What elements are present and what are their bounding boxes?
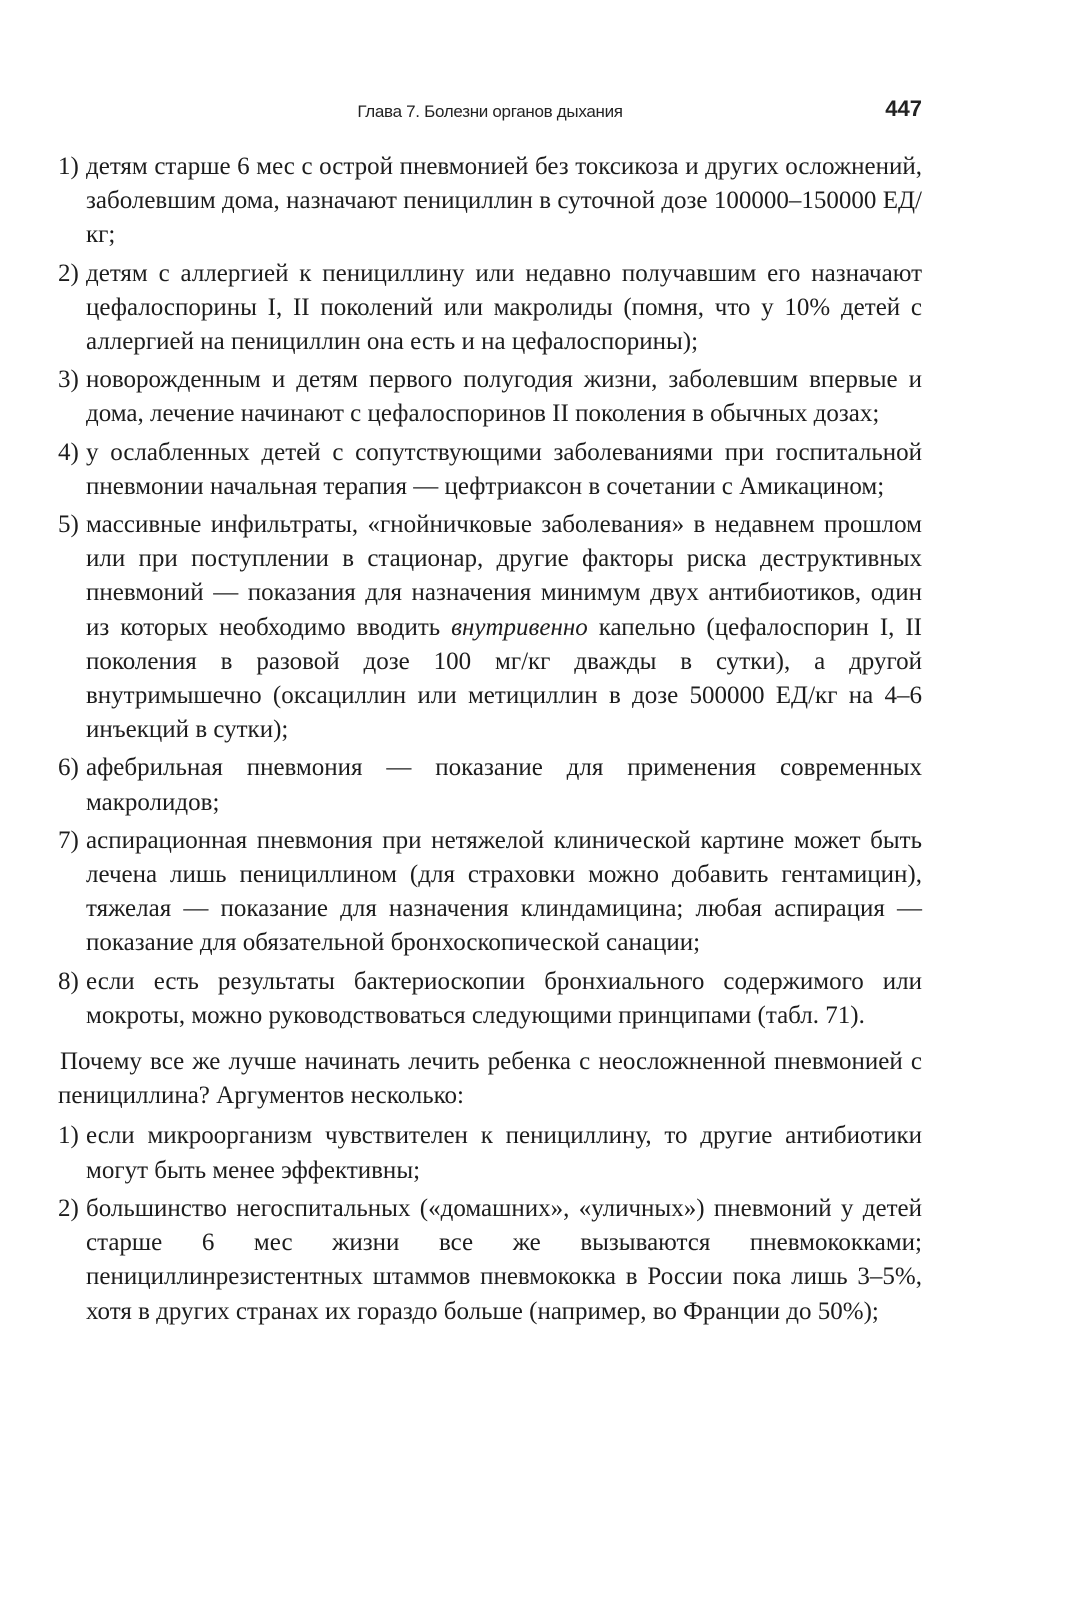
list-item-text: афебрильная пневмония — показание для применения современных макролидов; bbox=[86, 754, 922, 816]
chapter-title: Глава 7. Болезни органов дыхания bbox=[357, 102, 623, 121]
list-item-number: 2) bbox=[58, 1194, 79, 1222]
list-item-text: у ослабленных детей с сопутствующими заболеваниями при госпитальной пневмонии начальная терапия — цефтриаксон в сочетании с Амикацином; bbox=[86, 438, 922, 500]
list-item-text: детям старше 6 мес с острой пневмонией без токсикоза и других осложнений, заболевшим дома, назначают пенициллин в суточной дозе 100000–150000 ЕД/кг; bbox=[86, 153, 922, 249]
list-item bbox=[58, 363, 922, 431]
list-item-emphasis: внутривенно bbox=[451, 613, 588, 641]
list-item-number: 6) bbox=[58, 754, 79, 782]
list-item bbox=[58, 257, 922, 360]
list-item bbox=[58, 824, 922, 961]
list-item-number: 4) bbox=[58, 438, 79, 466]
list-item bbox=[58, 150, 922, 253]
list-item-number: 1) bbox=[58, 153, 79, 180]
arguments-list bbox=[58, 1119, 922, 1328]
list-item bbox=[58, 508, 922, 747]
list-item-number: 3) bbox=[58, 366, 79, 394]
list-item-text: если есть результаты бактериоскопии бронхиального содержимого или мокроты, можно руководствоваться следующими принципами (табл. 71). bbox=[86, 967, 922, 1029]
list-item-text: массивные инфильтраты, «гнойничковые заболевания» в недавнем прошлом или при поступлении в стационар, другие факторы риска деструктивных пневмоний — показания для назначения минимум двух антибиотиков, один из которых необходимо вводить bbox=[86, 511, 922, 641]
page-number: 447 bbox=[885, 96, 922, 121]
body-text bbox=[58, 150, 922, 1333]
body-paragraph: Почему все же лучше начинать лечить ребенка с неосложненной пневмонией с пенициллина? Аргументов несколько: bbox=[58, 1048, 922, 1110]
list-item-text: детям с аллергией к пенициллину или недавно получавшим его назначают цефалоспорины I, II поколений или макролиды (помня, что у 10% детей с аллергией на пенициллин она есть и на цефалоспорины); bbox=[86, 259, 922, 356]
list-item-text: новорожденным и детям первого полугодия жизни, заболевшим впервые и дома, лечение начинают с цефалоспоринов II поколения в обычных дозах; bbox=[86, 366, 922, 428]
list-item-number: 5) bbox=[58, 511, 79, 539]
running-header bbox=[58, 96, 922, 130]
list-item bbox=[58, 1119, 922, 1187]
treatment-list bbox=[58, 150, 922, 1033]
list-item bbox=[58, 436, 922, 504]
list-item bbox=[58, 751, 922, 819]
list-item-number: 8) bbox=[58, 967, 79, 995]
list-item-text: если микроорганизм чувствителен к пенициллину, то другие антибиотики могут быть менее эффективны; bbox=[86, 1122, 922, 1184]
list-item-number: 2) bbox=[58, 259, 79, 287]
list-item-text: большинство негоспитальных («домашних», «уличных») пневмоний у детей старше 6 мес жизни все же вызываются пневмококками; пенициллинрезистентных штаммов пневмококка в России пока лишь 3–5%, хотя в других странах их гораздо больше (например, во Франции до 50%); bbox=[86, 1194, 922, 1325]
list-item-text: аспирационная пневмония при нетяжелой клинической картине может быть лечена лишь пенициллином (для страховки можно добавить гентамицин), тяжелая — показание для назначения клиндамицина; любая аспирация — показание для обязательной бронхоскопической санации; bbox=[86, 826, 922, 957]
list-item-number: 1) bbox=[58, 1122, 79, 1150]
list-item bbox=[58, 965, 922, 1033]
list-item bbox=[58, 1192, 922, 1329]
list-item-number: 7) bbox=[58, 826, 79, 854]
list-item-text-continued: капельно (цефалоспорин I, II поколения в разовой дозе 100 мг/кг дважды в сутки), а другой внутримышечно (оксациллин или метициллин в дозе 500000 ЕД/кг на 4–6 инъекций в сутки); bbox=[86, 613, 922, 744]
